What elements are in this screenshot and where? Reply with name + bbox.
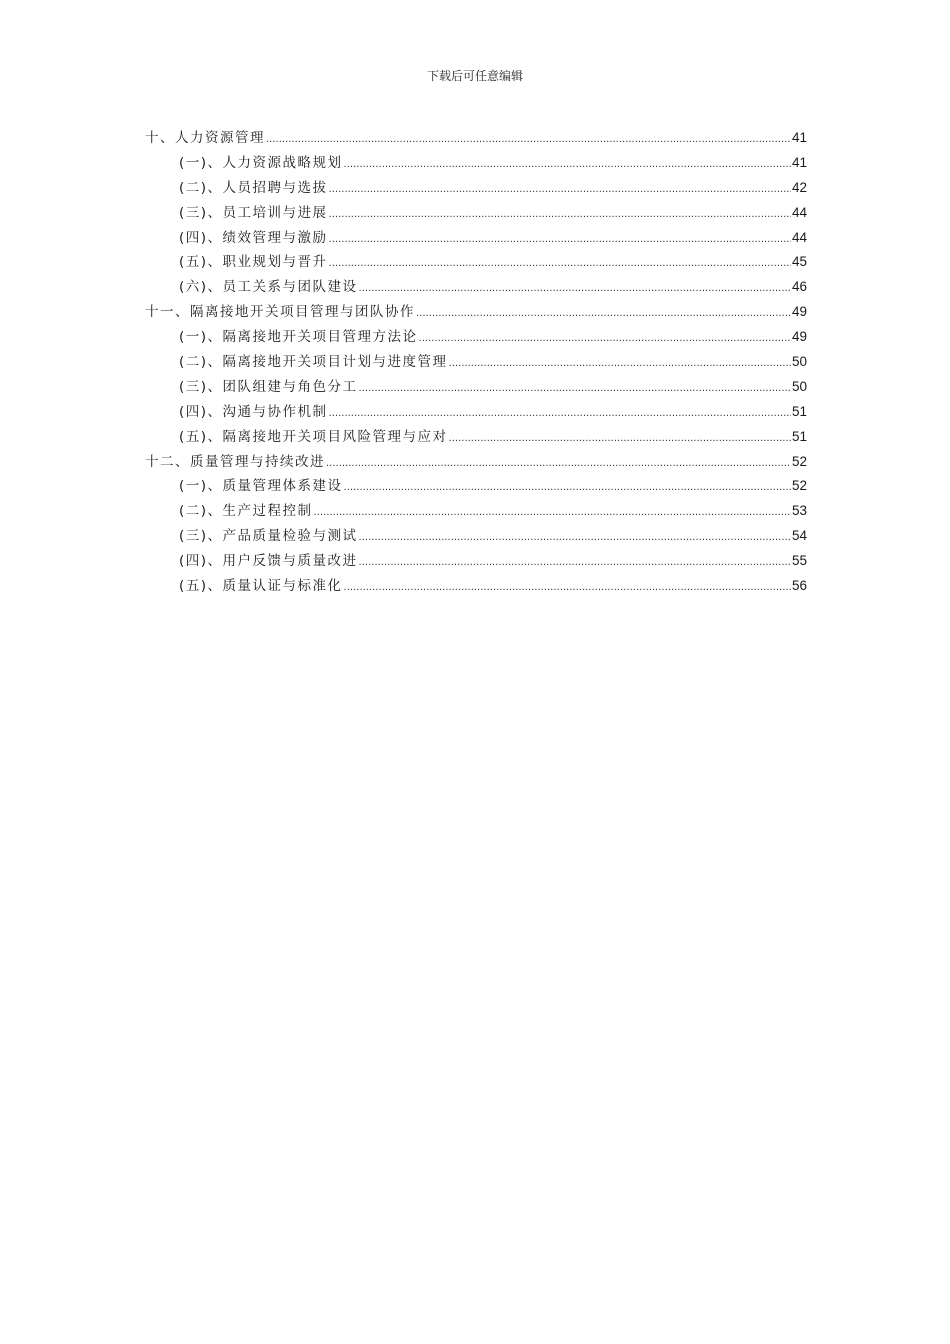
toc-entry-page: 50 (791, 378, 807, 394)
toc-entry-label: (一)、人力资源战略规划 (179, 154, 343, 171)
toc-dot-leader (359, 375, 791, 402)
toc-dot-leader (329, 176, 791, 203)
toc-entry-label: (一)、隔离接地开关项目管理方法论 (179, 329, 418, 346)
toc-dot-leader (419, 325, 791, 352)
toc-entry-label: (二)、隔离接地开关项目计划与进度管理 (179, 354, 448, 371)
toc-entry-page: 41 (791, 130, 807, 145)
toc-dot-leader (344, 151, 791, 178)
toc-entry[interactable] (145, 375, 807, 400)
toc-entry-label: (三)、员工培训与进展 (179, 204, 328, 221)
toc-entry-label: (六)、员工关系与团队建设 (179, 279, 358, 296)
toc-entry-page: 45 (791, 254, 807, 270)
toc-dot-leader (326, 450, 791, 477)
toc-entry-page: 53 (791, 503, 807, 519)
toc-entry-page: 44 (791, 204, 807, 220)
toc-entry-label: (二)、生产过程控制 (179, 503, 313, 520)
toc-entry[interactable] (145, 549, 807, 574)
toc-dot-leader (344, 474, 791, 501)
toc-entry-page: 52 (791, 478, 807, 494)
toc-entry-label: 十一、隔离接地开关项目管理与团队协作 (145, 304, 415, 321)
toc-dot-leader (359, 549, 791, 576)
toc-dot-leader (449, 425, 791, 452)
toc-entry-page: 50 (791, 354, 807, 370)
toc-entry[interactable] (145, 350, 807, 375)
toc-entry-page: 44 (791, 229, 807, 245)
toc-entry[interactable] (145, 176, 807, 201)
toc-entry[interactable] (145, 499, 807, 524)
toc-entry-page: 56 (791, 578, 807, 594)
toc-dot-leader (329, 400, 791, 427)
toc-entry-label: (五)、职业规划与晋升 (179, 254, 328, 271)
toc-entry-page: 42 (791, 179, 807, 195)
toc-entry[interactable] (145, 250, 807, 275)
toc-entry[interactable] (145, 425, 807, 450)
toc-entry-label: (三)、产品质量检验与测试 (179, 528, 358, 545)
toc-dot-leader (359, 524, 791, 551)
toc-dot-leader (266, 126, 791, 153)
toc-entry-page: 52 (791, 453, 807, 469)
toc-entry-page: 51 (791, 428, 807, 444)
toc-entry-label: (四)、用户反馈与质量改进 (179, 553, 358, 570)
toc-entry-label: 十、人力资源管理 (145, 130, 265, 146)
toc-entry-label: (四)、沟通与协作机制 (179, 403, 328, 420)
toc-dot-leader (329, 226, 791, 253)
toc-entry-label: (四)、绩效管理与激励 (179, 229, 328, 246)
toc-dot-leader (344, 574, 791, 601)
toc-dot-leader (416, 300, 791, 327)
toc-entry-label: (五)、隔离接地开关项目风险管理与应对 (179, 428, 448, 445)
toc-entry-page: 49 (791, 329, 807, 345)
page-header-note: 下载后可任意编辑 (426, 69, 523, 83)
toc-entry[interactable] (145, 226, 807, 251)
toc-entry-page: 55 (791, 553, 807, 569)
toc-entry-label: 十二、质量管理与持续改进 (145, 453, 325, 470)
toc-entry-page: 49 (791, 304, 807, 320)
toc-entry[interactable] (145, 325, 807, 350)
toc-dot-leader (449, 350, 791, 377)
toc-dot-leader (359, 275, 791, 302)
toc-entry[interactable] (145, 400, 807, 425)
table-of-contents (145, 126, 807, 599)
toc-entry-page: 41 (791, 154, 807, 170)
toc-entry[interactable] (145, 300, 807, 325)
toc-entry[interactable] (145, 474, 807, 499)
toc-entry-page: 54 (791, 528, 807, 544)
toc-entry-label: (五)、质量认证与标准化 (179, 578, 343, 595)
toc-entry-label: (三)、团队组建与角色分工 (179, 378, 358, 395)
toc-entry-page: 46 (791, 279, 807, 295)
toc-dot-leader (329, 201, 791, 228)
toc-entry-label: (一)、质量管理体系建设 (179, 478, 343, 495)
toc-entry[interactable] (145, 201, 807, 226)
toc-entry[interactable] (145, 151, 807, 176)
toc-entry[interactable] (145, 126, 807, 151)
toc-entry-label: (二)、人员招聘与选拔 (179, 179, 328, 196)
toc-dot-leader (329, 250, 791, 277)
toc-entry[interactable] (145, 450, 807, 475)
toc-dot-leader (314, 499, 791, 526)
toc-entry-page: 51 (791, 403, 807, 419)
toc-entry[interactable] (145, 574, 807, 599)
toc-entry[interactable] (145, 524, 807, 549)
toc-entry[interactable] (145, 275, 807, 300)
